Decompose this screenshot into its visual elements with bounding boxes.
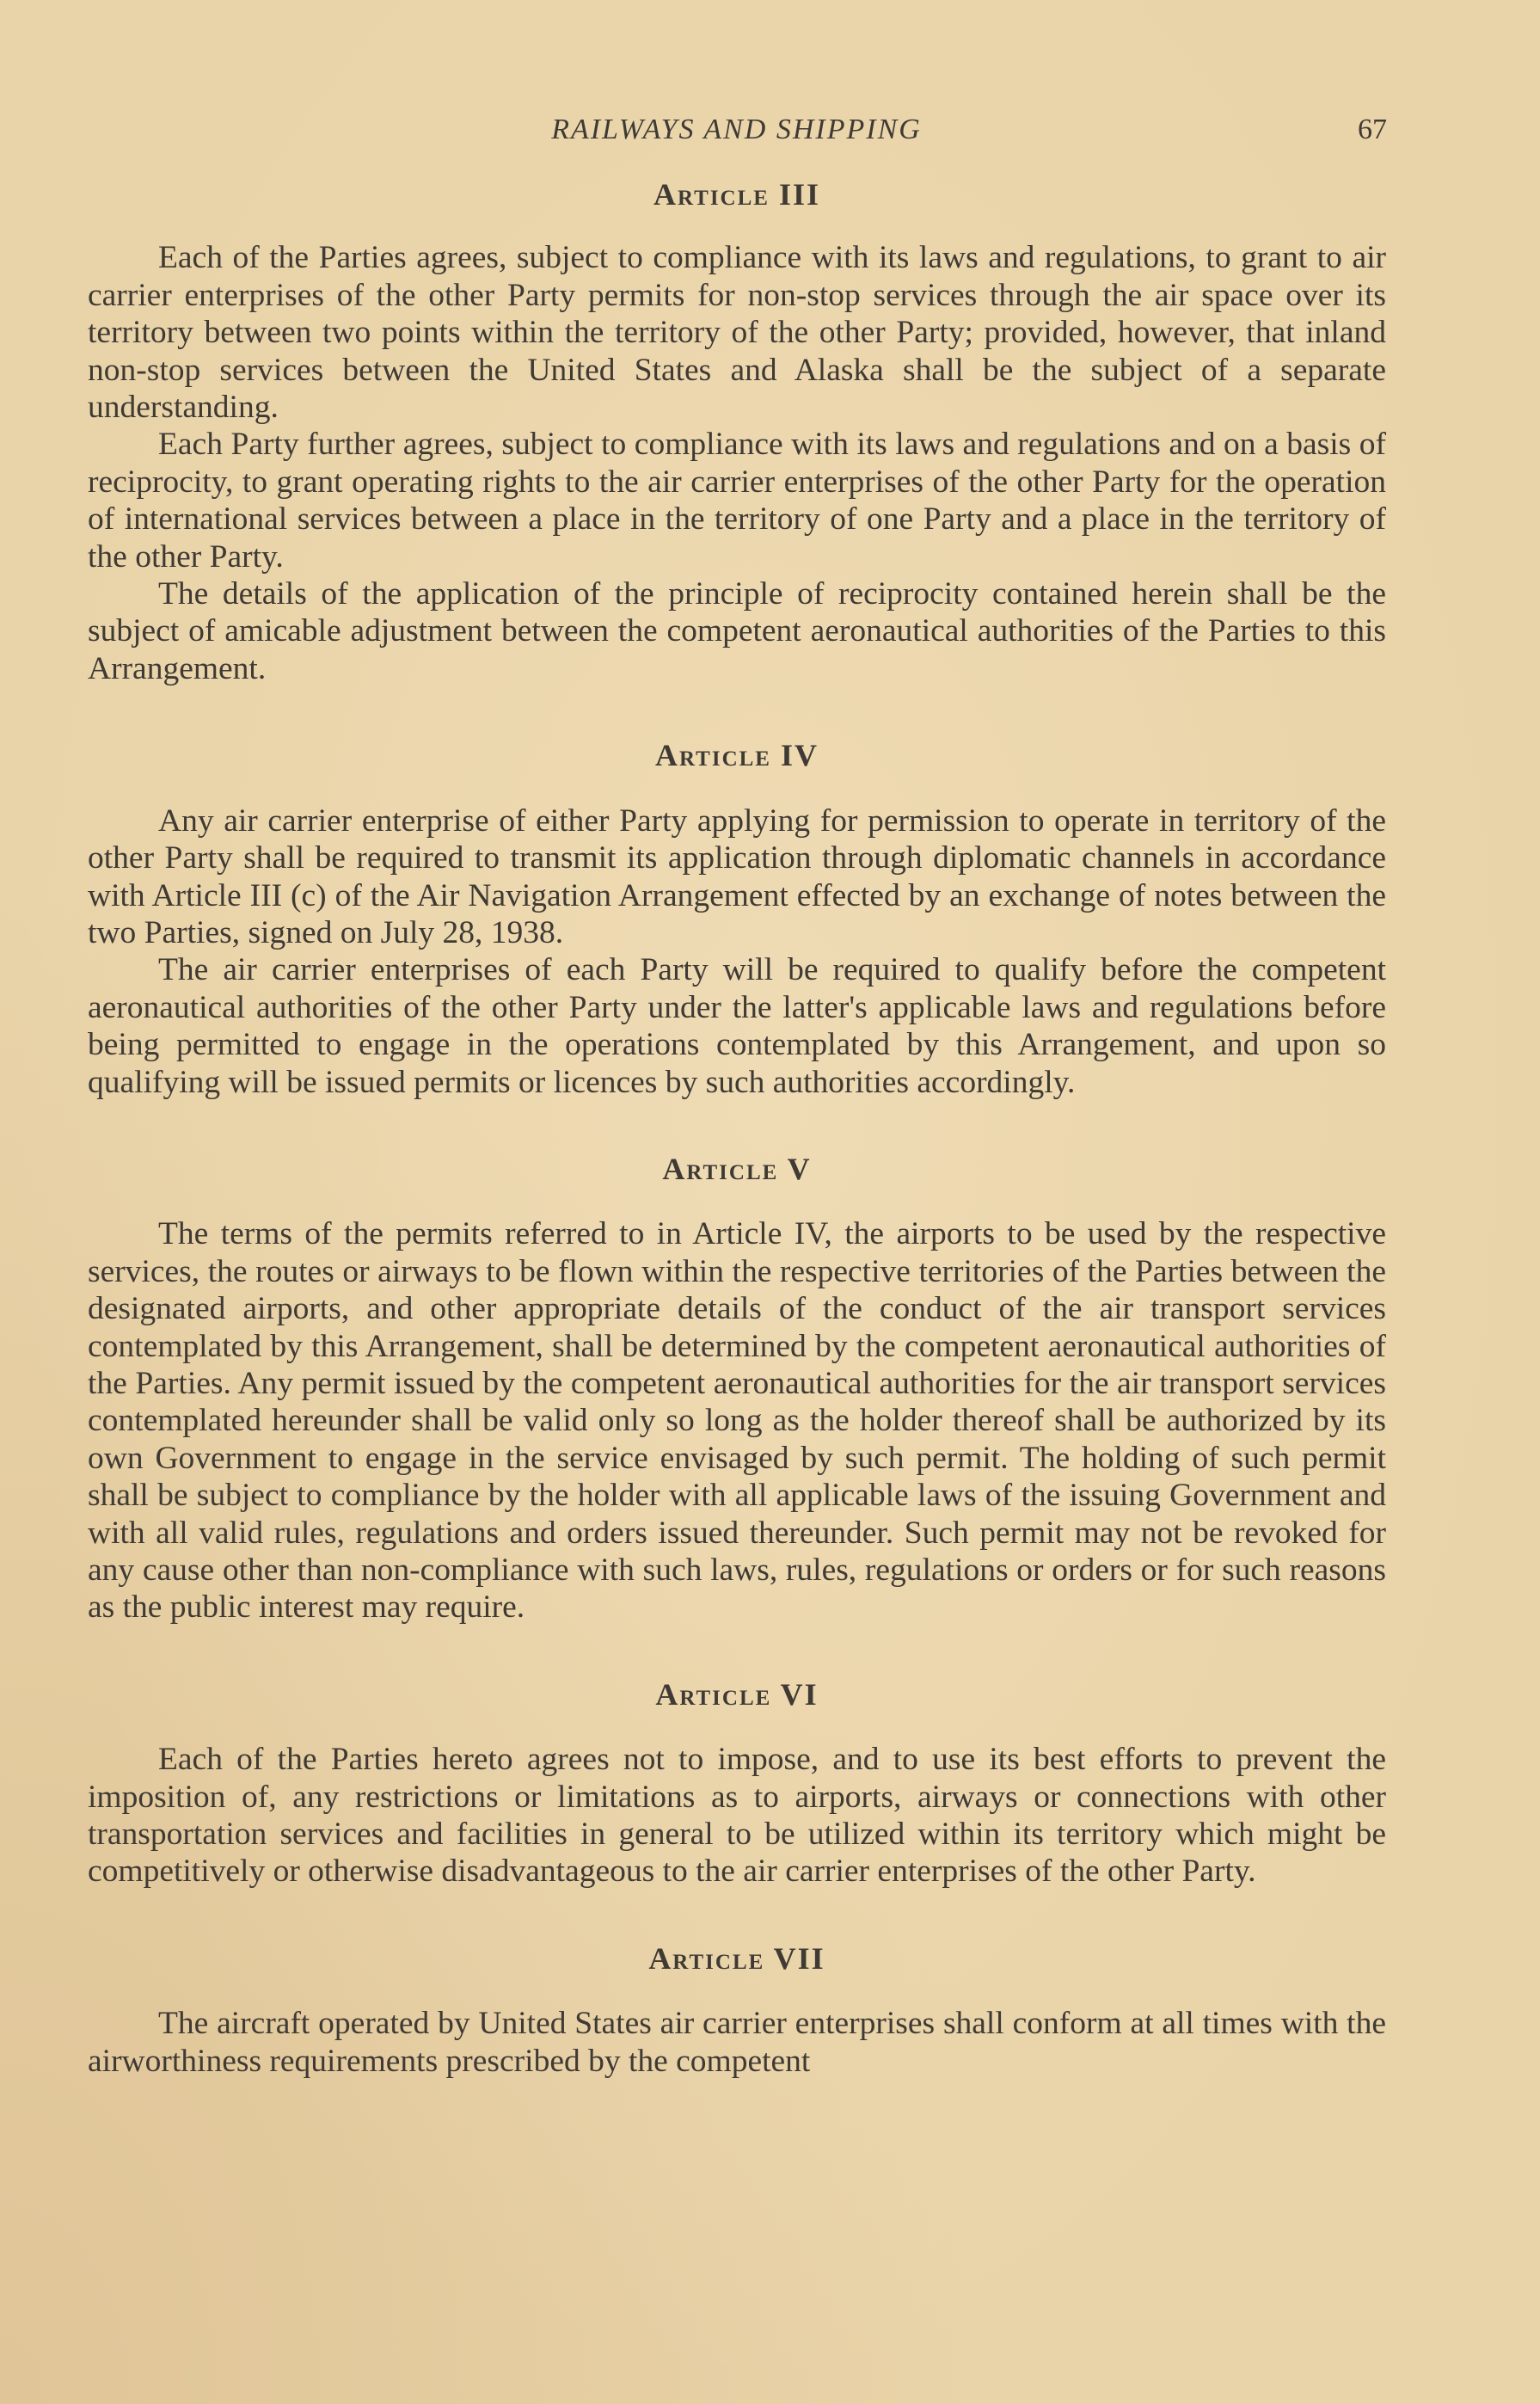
- article-heading-text: Article VII: [648, 1940, 825, 1976]
- body-text: [88, 176, 1386, 2080]
- paragraph: The air carrier enterprises of each Party will be required to qualify before the competent aeronautical authorities of the other Party under the latter's applicable laws and regulations before being permitted to engage in the operations contemplated by this Arrangement, and upon so qualifying will be issued permits or licences by such authorities accordingly.: [88, 952, 1386, 1100]
- article-heading: [88, 1940, 1386, 1977]
- paragraph: The details of the application of the principle of reciprocity contained herein shall be the subject of amicable adjustment between the competent aeronautical authorities of the Parties to this Arrangement.: [88, 576, 1386, 686]
- article-heading: [88, 1151, 1386, 1188]
- article-heading: [88, 737, 1386, 774]
- running-head: [86, 108, 1387, 152]
- article-heading-text: Article IV: [655, 738, 819, 773]
- paragraph: Each of the Parties hereto agrees not to impose, and to use its best efforts to prevent the imposition of, any restrictions or limitations as to airports, airways or connections with other transportation services and facilities in general to be utilized within its territory which might be competitively or otherwise disadvantageous to the air carrier enterprises of the other Party.: [88, 1742, 1386, 1890]
- paragraph: Each Party further agrees, subject to compliance with its laws and regulations and on a basis of reciprocity, to grant operating rights to the air carrier enterprises of the other Party for the operation of international services between a place in the territory of one Party and a place in the territory of the other Party.: [88, 427, 1386, 575]
- paragraph: The terms of the permits referred to in Article IV, the airports to be used by the respective services, the routes or airways to be flown within the respective territories of the Parties between the designated airports, and other appropriate details of the conduct of the air transport services contemplated by this Arrangement, shall be determined by the competent aeronautical authorities of the Parties. Any permit issued by the competent aeronautical authorities for the air transport services contemplated hereunder shall be valid only so long as the holder thereof shall be authorized by its own Government to engage in the service envisaged by such permit. The holding of such permit shall be subject to compliance by the holder with all applicable laws of the issuing Government and with all valid rules, regulations and orders issued thereunder. Such permit may not be revoked for any cause other than non-compliance with such laws, rules, regulations or orders or for such reasons as the public interest may require.: [88, 1216, 1386, 1626]
- paragraph: Each of the Parties agrees, subject to compliance with its laws and regulations, to grant to air carrier enterprises of the other Party permits for non-stop services through the air space over its territory between two points within the territory of the other Party; provided, however, that inland non-stop services between the United States and Alaska shall be the subject of a separate understanding.: [88, 240, 1386, 426]
- article-heading-text: Article V: [662, 1151, 812, 1186]
- article-heading-text: Article VI: [655, 1676, 819, 1712]
- paragraph: Any air carrier enterprise of either Party applying for permission to operate in territory of the other Party shall be required to transmit its application through diplomatic channels in accordance with Article III (c) of the Air Navigation Arrangement effected by an exchange of notes between the two Parties, signed on July 28, 1938.: [88, 802, 1386, 950]
- article-heading: [88, 1676, 1386, 1713]
- page-number: 67: [1358, 114, 1387, 145]
- paragraph: The aircraft operated by United States air carrier enterprises shall conform at all times with the airworthiness requirements prescribed by the competent: [88, 2006, 1386, 2079]
- running-title: RAILWAYS AND SHIPPING: [551, 114, 922, 145]
- article-heading: [88, 176, 1386, 213]
- article-heading-text: Article III: [653, 177, 820, 212]
